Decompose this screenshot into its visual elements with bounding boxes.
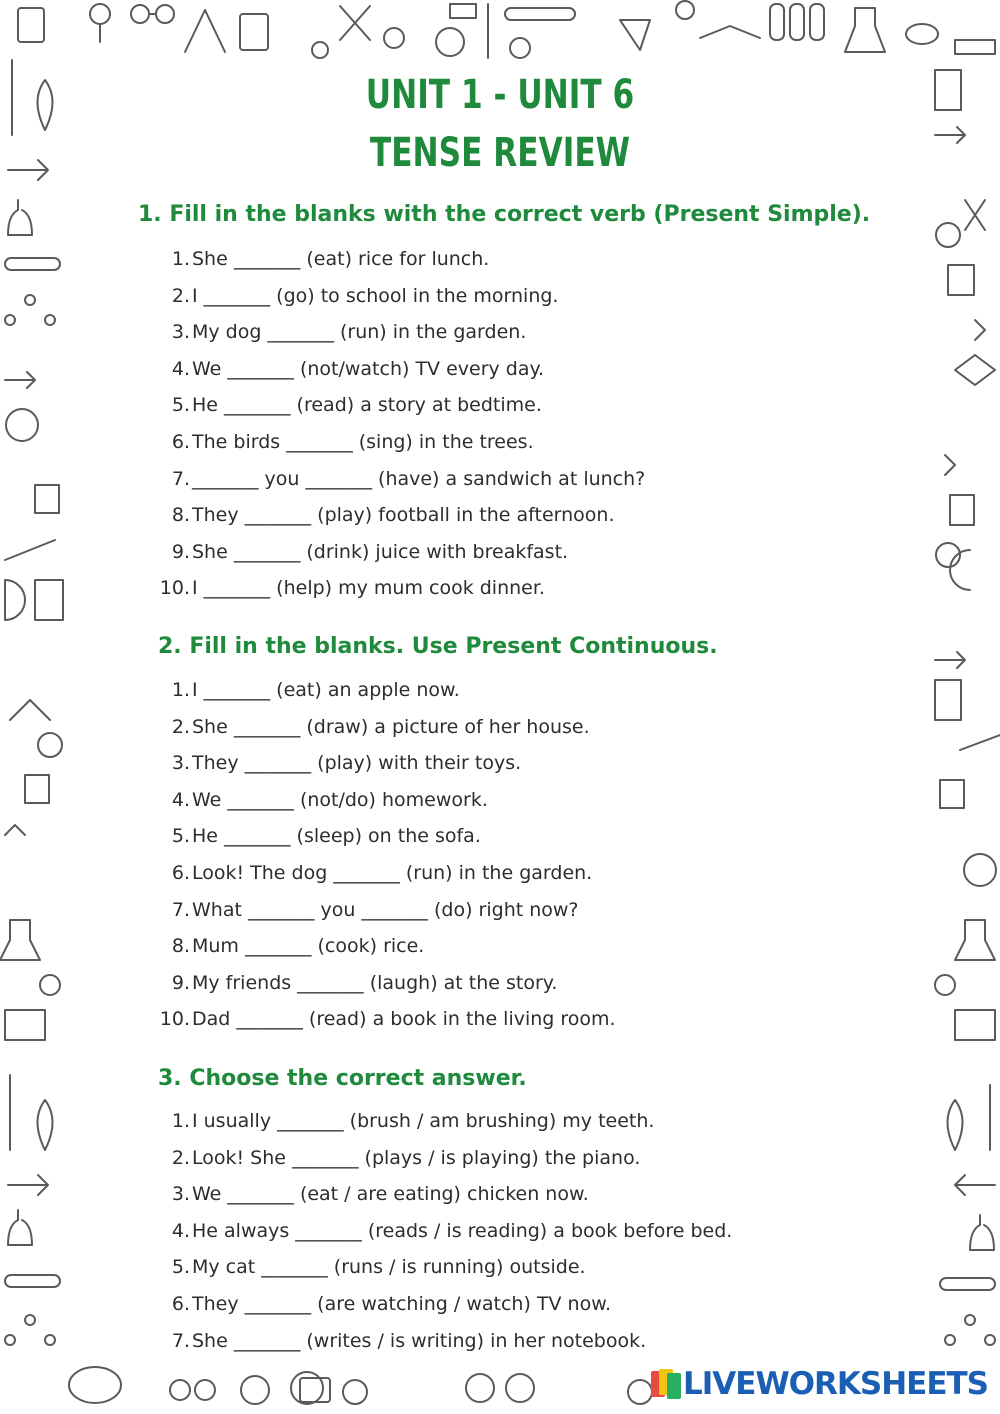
question-item	[158, 972, 557, 994]
star-icon	[5, 825, 25, 835]
question-number: 2.	[171, 284, 190, 307]
question-text[interactable]: What _______ you _______ (do) right now?	[192, 898, 579, 921]
pen-icon-2	[5, 258, 60, 270]
question-item	[158, 321, 526, 343]
calendar-icon	[25, 775, 49, 803]
liveworksheets-logo[interactable]	[649, 1364, 988, 1404]
question-item	[158, 1183, 589, 1205]
book-stack-icon-2	[955, 1010, 995, 1040]
ruler-icon	[450, 4, 476, 18]
question-item	[158, 394, 542, 416]
question-text[interactable]: Look! She _______ (plays / is playing) the piano.	[192, 1146, 641, 1169]
section-3-heading: 3. Choose the correct answer.	[158, 1066, 527, 1091]
calendar-icon-2	[948, 265, 974, 295]
arrow-icon-2	[5, 372, 35, 388]
ruler-icon-3	[5, 540, 55, 560]
test-tube-icon	[770, 4, 784, 40]
sun-icon	[312, 42, 328, 58]
arrow-icon-5	[935, 652, 965, 668]
protractor-icon	[5, 580, 25, 620]
molecule-icon	[700, 26, 760, 38]
question-item	[158, 935, 424, 957]
question-text[interactable]: My friends _______ (laugh) at the story.	[192, 971, 558, 994]
planet-icon	[241, 1376, 269, 1404]
question-item	[158, 862, 592, 884]
clock-icon-2	[964, 854, 996, 886]
notebook-icon	[35, 580, 63, 620]
question-item	[158, 752, 521, 774]
question-number: 5.	[171, 1256, 190, 1279]
worksheet-title-line2: TENSE REVIEW	[369, 130, 631, 176]
flask-icon-2	[0, 920, 40, 960]
question-number: 8.	[171, 935, 190, 958]
bag-icon	[300, 1378, 330, 1402]
question-text[interactable]: I _______ (help) my mum cook dinner.	[192, 577, 545, 600]
question-number: 3.	[171, 752, 190, 775]
ruler-icon-4	[960, 735, 1000, 750]
star-icon-3	[945, 455, 955, 475]
question-item	[158, 716, 590, 738]
bulb-icon	[384, 28, 404, 48]
calculator-icon	[240, 14, 268, 50]
question-number: 7.	[171, 898, 190, 921]
question-item	[158, 1220, 732, 1242]
question-number: 6.	[171, 862, 190, 884]
question-item	[158, 825, 481, 847]
molecule-icon-4	[965, 1315, 975, 1325]
globe-icon-2	[38, 733, 62, 757]
question-item	[158, 431, 534, 453]
compass-icon	[185, 10, 205, 52]
globe-icon	[436, 28, 464, 56]
question-number: 5.	[171, 825, 190, 848]
question-item	[158, 358, 544, 380]
question-number: 2.	[171, 715, 190, 738]
question-text[interactable]: She _______ (drink) juice with breakfast.	[192, 540, 569, 563]
question-text[interactable]: She _______ (draw) a picture of her house.	[192, 715, 590, 738]
leaf-icon-4	[948, 1100, 963, 1150]
worksheet-title-line1: UNIT 1 - UNIT 6	[365, 72, 635, 118]
question-item	[158, 789, 488, 811]
question-text[interactable]: She _______ (eat) rice for lunch.	[192, 248, 490, 270]
question-number: 6.	[171, 431, 190, 453]
question-item	[158, 468, 645, 490]
question-number: 4.	[171, 788, 190, 811]
question-text[interactable]: My cat _______ (runs / is running) outside.	[192, 1256, 586, 1279]
question-text[interactable]: We _______ (not/watch) TV every day.	[192, 357, 545, 380]
flask-icon	[845, 8, 885, 52]
leaf-icon-2	[38, 80, 53, 130]
liveworksheets-logo-icon	[649, 1367, 683, 1401]
question-text[interactable]: They _______ (are watching / watch) TV now.	[192, 1293, 612, 1315]
book-icon-3	[950, 495, 974, 525]
question-number: 4.	[171, 1219, 190, 1242]
sharpener-icon	[40, 975, 60, 995]
bell-icon-3	[970, 1215, 994, 1250]
robot-icon	[676, 1, 694, 19]
question-item	[158, 1330, 646, 1352]
palette-icon	[69, 1367, 121, 1403]
pen-icon-3	[5, 1275, 60, 1287]
leaf-icon	[620, 20, 650, 50]
question-text[interactable]: The birds _______ (sing) in the trees.	[192, 431, 534, 453]
question-item	[158, 285, 558, 307]
question-text[interactable]: They _______ (play) with their toys.	[192, 752, 522, 775]
molecule-icon-2	[25, 295, 35, 305]
flask-icon-3	[955, 920, 995, 960]
question-text[interactable]: I _______ (eat) an apple now.	[192, 679, 460, 701]
question-number: 10.	[159, 577, 190, 600]
pen-icon	[505, 8, 575, 20]
question-text[interactable]: I _______ (go) to school in the morning.	[192, 284, 559, 307]
question-text[interactable]: He _______ (read) a story at bedtime.	[192, 394, 542, 417]
question-text[interactable]: Dad _______ (read) a book in the living room.	[192, 1008, 616, 1031]
book-stack-icon	[5, 1010, 45, 1040]
question-number: 9.	[171, 971, 190, 994]
question-text[interactable]: _______ you _______ (have) a sandwich at lunch?	[192, 467, 646, 490]
notebook-icon-2	[935, 70, 961, 110]
question-text[interactable]: Mum _______ (cook) rice.	[192, 935, 425, 958]
question-item	[158, 577, 545, 599]
question-item	[158, 1110, 654, 1132]
question-number: 9.	[171, 540, 190, 563]
leaf-icon-3	[38, 1100, 53, 1150]
bell-icon	[8, 200, 32, 235]
question-number: 10.	[159, 1008, 190, 1031]
question-item	[158, 541, 568, 563]
question-item	[158, 248, 489, 270]
question-number: 1.	[171, 248, 190, 270]
question-item	[158, 1008, 616, 1030]
arrow-icon-6	[955, 1175, 995, 1195]
question-text[interactable]: We _______ (eat / are eating) chicken now.	[192, 1183, 589, 1206]
question-item	[158, 1293, 611, 1315]
clock-icon	[6, 409, 38, 441]
question-number: 3.	[171, 1183, 190, 1206]
question-item	[158, 504, 615, 526]
question-text[interactable]: My dog _______ (run) in the garden.	[192, 321, 527, 344]
question-number: 1.	[171, 679, 190, 701]
magnifier-icon	[90, 4, 110, 24]
question-number: 1.	[171, 1110, 190, 1132]
book-icon-2	[35, 485, 59, 513]
question-number: 4.	[171, 357, 190, 380]
question-number: 5.	[171, 394, 190, 417]
question-item	[158, 899, 579, 921]
question-item	[158, 1256, 586, 1278]
arrow-icon	[8, 160, 48, 180]
molecule-icon-3	[25, 1315, 35, 1325]
arrow-icon-3	[8, 1175, 48, 1195]
question-text[interactable]: She _______ (writes / is writing) in her notebook.	[192, 1329, 647, 1352]
liveworksheets-logo-text: LIVEWORKSHEETS	[683, 1366, 988, 1402]
calendar-icon-3	[940, 780, 964, 808]
target-icon	[291, 1372, 323, 1404]
question-number: 2.	[171, 1146, 190, 1169]
scissors-icon-2	[10, 700, 50, 720]
alarm-clock-icon	[466, 1374, 494, 1402]
section-1-heading: 1. Fill in the blanks with the correct verb (Present Simple).	[138, 202, 871, 227]
cap-icon	[955, 355, 995, 385]
question-text[interactable]: We _______ (not/do) homework.	[192, 788, 488, 811]
ruler-icon-2	[955, 40, 995, 54]
arrow-icon-4	[935, 127, 965, 143]
globe-icon-3	[936, 223, 960, 247]
question-item	[158, 1147, 640, 1169]
question-text[interactable]: Look! The dog _______ (run) in the garden.	[192, 862, 593, 884]
bell-icon-2	[8, 1210, 32, 1245]
bowl-icon	[510, 38, 530, 58]
question-number: 6.	[171, 1293, 190, 1315]
question-text[interactable]: He _______ (sleep) on the sofa.	[192, 825, 481, 848]
glasses-icon	[131, 5, 149, 23]
question-text[interactable]: He always _______ (reads / is reading) a book before bed.	[192, 1219, 733, 1242]
question-number: 7.	[171, 1329, 190, 1352]
pen-icon-4	[940, 1278, 995, 1290]
question-text[interactable]: I usually _______ (brush / am brushing) my teeth.	[192, 1110, 655, 1132]
book-icon	[18, 8, 44, 42]
question-number: 3.	[171, 321, 190, 344]
speech-icon	[906, 24, 938, 44]
question-number: 7.	[171, 467, 190, 490]
question-number: 8.	[171, 504, 190, 527]
section-2-heading: 2. Fill in the blanks. Use Present Continuous.	[158, 634, 718, 659]
question-item	[158, 679, 460, 701]
sharpener-icon-2	[935, 975, 955, 995]
scissors-icon-3	[965, 200, 985, 230]
question-text[interactable]: They _______ (play) football in the afternoon.	[192, 504, 615, 527]
gear-icon	[343, 1380, 367, 1404]
notebook-icon-3	[935, 680, 961, 720]
star-icon-2	[975, 320, 985, 340]
glasses-icon-2	[170, 1380, 190, 1400]
